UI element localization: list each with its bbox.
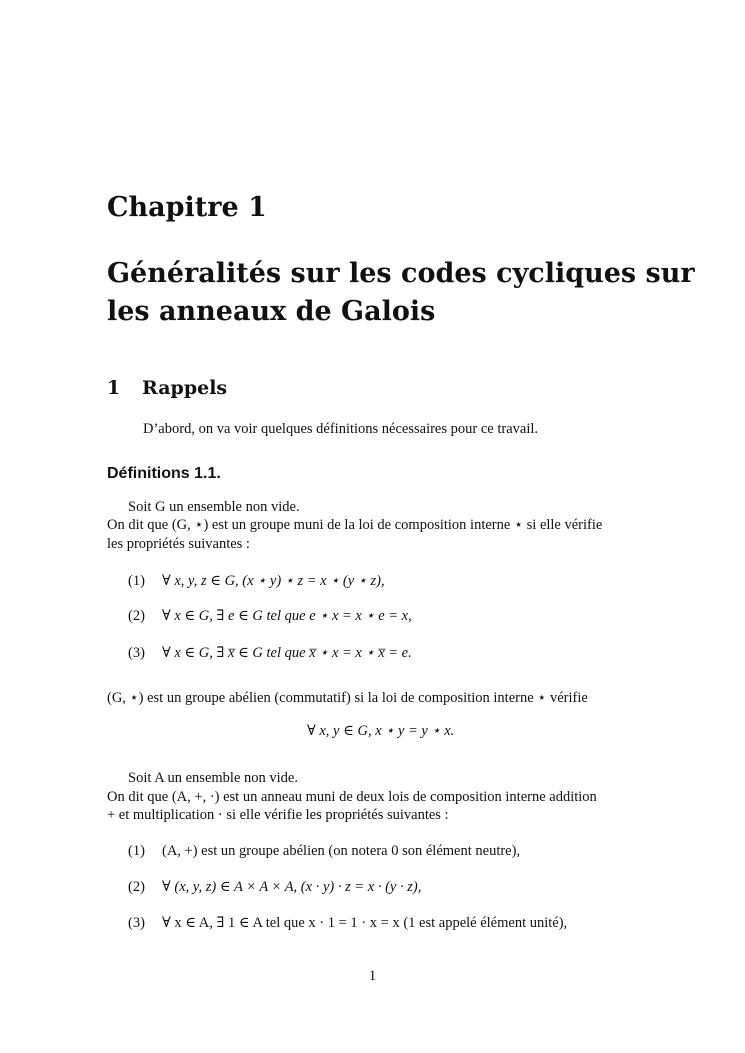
section-heading (107, 377, 227, 399)
axiom-label: (1) (128, 573, 145, 589)
axiom-label: (3) (128, 645, 145, 661)
abelian-line: (G, ⋆) est un groupe abélien (commutatif) si la loi de composition interne ⋆ vérifie (107, 690, 588, 706)
chapter-label: Chapitre 1 (107, 192, 267, 223)
ring-axiom-2 (128, 879, 421, 896)
section-number: 1 (107, 377, 121, 399)
axiom-text: ∀ x, y, z ∈ G, (x ⋆ y) ⋆ z = x ⋆ (y ⋆ z), (162, 573, 385, 589)
axiom-label: (1) (128, 843, 145, 859)
section-title: Rappels (142, 377, 228, 399)
axiom-label: (2) (128, 608, 145, 624)
group-axiom-1 (128, 573, 385, 590)
group-definition-line-2: les propriétés suivantes : (107, 536, 250, 552)
ring-axiom-1 (128, 843, 520, 860)
definition-title: Définitions 1.1. (107, 465, 221, 482)
intro-paragraph: D’abord, on va voir quelques définitions nécessaires pour ce travail. (143, 421, 538, 437)
page-number: 1 (368, 968, 377, 984)
chapter-title: Généralités sur les codes cycliques sur les anneaux de Galois (107, 258, 695, 327)
axiom-text: ∀ (x, y, z) ∈ A × A × A, (x · y) · z = x · (y · z), (162, 879, 422, 895)
axiom-label: (2) (128, 879, 145, 895)
ring-definition-line-1: On dit que (A, +, ·) est un anneau muni de deux lois de composition interne addition (107, 789, 597, 805)
ring-set-line: Soit A un ensemble non vide. (128, 770, 298, 786)
axiom-text: ∀ x ∈ G, ∃ x̅ ∈ G tel que x̅ ⋆ x = x ⋆ x̅ = e. (162, 645, 412, 661)
group-set-line: Soit G un ensemble non vide. (128, 499, 300, 515)
axiom-text: ∀ x ∈ A, ∃ 1 ∈ A tel que x · 1 = 1 · x = x (1 est appelé élément unité), (162, 915, 568, 931)
ring-axiom-3 (128, 915, 567, 932)
ring-definition-line-2: + et multiplication · si elle vérifie les propriétés suivantes : (107, 807, 449, 823)
group-definition-line-1: On dit que (G, ⋆) est un groupe muni de la loi de composition interne ⋆ si elle vérifie (107, 517, 603, 533)
axiom-text: ∀ x ∈ G, ∃ e ∈ G tel que e ⋆ x = x ⋆ e = x, (162, 608, 412, 624)
axiom-text: (A, +) est un groupe abélien (on notera 0 son élément neutre), (162, 843, 521, 859)
abelian-formula: ∀ x, y ∈ G, x ⋆ y = y ⋆ x. (307, 723, 455, 739)
group-axiom-2 (128, 608, 412, 625)
group-axiom-3 (128, 645, 412, 662)
axiom-label: (3) (128, 915, 145, 931)
